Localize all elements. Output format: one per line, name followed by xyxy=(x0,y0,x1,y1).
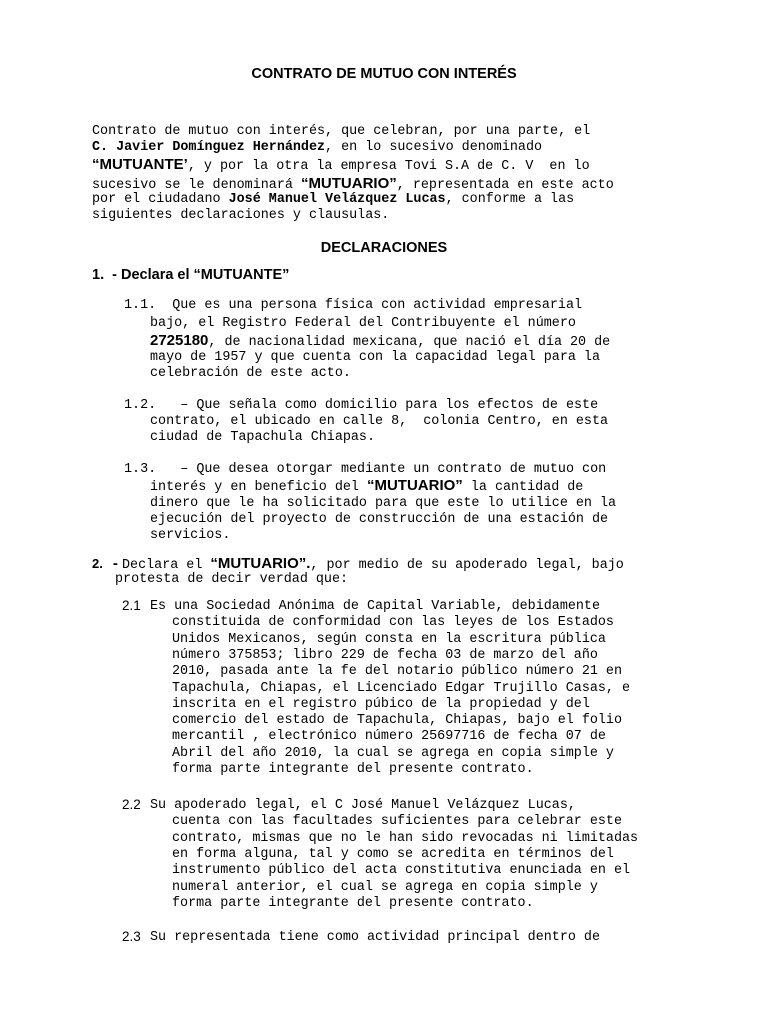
section-2-number: 2. xyxy=(92,556,103,571)
p11-line-2: bajo, el Registro Federal del Contribuyente el número xyxy=(150,316,576,331)
intro-line-3 xyxy=(92,157,590,175)
p21-line-3: Unidos Mexicanos, según consta en la escritura pública xyxy=(172,631,606,647)
p21-line-9: mercantil , electrónico número 25697716 de fecha 07 de xyxy=(172,729,606,745)
p21-line-7: inscrita en el registro púbico de la propiedad y del xyxy=(172,696,590,712)
rfc-number: 2725180 xyxy=(150,332,209,349)
p22-line-2: cuenta con las facultades suficientes para celebrar este xyxy=(172,814,622,830)
section-2-start: Declara el xyxy=(122,558,211,573)
p13-line-5: servicios. xyxy=(150,528,231,543)
declaraciones-heading: DECLARACIONES xyxy=(320,240,448,256)
document-title: CONTRATO DE MUTUO CON INTERÉS xyxy=(251,66,517,82)
mutuario-term: “MUTUARIO” xyxy=(300,175,397,192)
mutuario-term-2: “MUTUARIO” xyxy=(366,477,463,494)
intro-line-4-rest: , representada en este acto xyxy=(396,178,614,193)
section-2-dash: - xyxy=(112,555,123,572)
p11-line-3 xyxy=(150,333,610,351)
p21-line-5: 2010, pasada ante la fe del notario público número 21 en xyxy=(172,664,622,680)
p13-line-2 xyxy=(150,478,583,496)
p21-line-6: Tapachula, Chiapas, el Licenciado Edgar Trujillo Casas, e xyxy=(172,680,631,696)
p21-line-1: Es una Sociedad Anónima de Capital Variable, debidamente xyxy=(150,599,600,614)
mutuante-term: “MUTUANTE’ xyxy=(92,156,188,173)
p11-line-5: celebración de este acto. xyxy=(150,366,351,381)
p11-line-4: mayo de 1957 y que cuenta con la capacidad legal para la xyxy=(150,350,600,365)
intro-line-5-start: por el ciudadano xyxy=(92,192,229,207)
p13-line-1: 1.3. – Que desea otorgar mediante un contrato de mutuo con xyxy=(124,462,607,477)
intro-line-2-rest: , en lo sucesivo denominado xyxy=(325,140,543,155)
p13-line-2-start: interés y en beneficio del xyxy=(150,480,367,495)
section-1-heading: 1. - Declara el “MUTUANTE” xyxy=(92,267,290,283)
p22-line-1: Su apoderado legal, el C José Manuel Velázquez Lucas, xyxy=(150,798,576,813)
p13-line-4: ejecución del proyecto de construcción de una estación de xyxy=(150,512,609,527)
p11-line-3-rest: , de nacionalidad mexicana, que nació el día 20 de xyxy=(208,335,611,350)
section-2-rest: , por medio de su apoderado legal, bajo xyxy=(310,558,624,573)
p22-line-6: numeral anterior, el cual se agrega en copia simple y xyxy=(172,879,598,895)
p12-line-3: ciudad de Tapachula Chiapas. xyxy=(150,430,375,445)
intro-line-3-rest: , y por la otra la empresa Tovi S.A de C. V en lo xyxy=(187,159,590,174)
p13-line-2-rest: la cantidad de xyxy=(462,480,584,495)
intro-line-5-rest: , conforme a las xyxy=(445,192,575,207)
p12-line-2: contrato, el ubicado en calle 8, colonia Centro, en esta xyxy=(150,414,609,429)
p22-line-5: instrumento público del acta constitutiva enunciada en el xyxy=(172,863,631,879)
intro-line-5 xyxy=(92,192,574,208)
p11-line-1: 1.1. Que es una persona física con actividad empresarial xyxy=(124,298,583,313)
intro-line-1: Contrato de mutuo con interés, que celebran, por una parte, el xyxy=(92,124,591,139)
mutuante-name: C. Javier Domínguez Hernández xyxy=(92,140,326,155)
intro-line-2 xyxy=(92,140,542,156)
p21-line-10: Abril del año 2010, la cual se agrega en copia simple y xyxy=(172,745,614,761)
p12-line-1: 1.2. – Que señala como domicilio para los efectos de este xyxy=(124,398,599,413)
mutuario-term-3: “MUTUARIO”. xyxy=(210,555,311,572)
section-2-line-2: protesta de decir verdad que: xyxy=(115,572,349,587)
intro-line-4-start: sucesivo se le denominará xyxy=(92,178,301,193)
p22-line-4: en forma alguna, tal y como se acredita en términos del xyxy=(172,846,614,862)
p23-line-1: Su representada tiene como actividad principal dentro de xyxy=(150,930,600,945)
p22-number: 2.2 xyxy=(122,797,141,812)
p22-line-7: forma parte integrante del presente contrato. xyxy=(172,895,534,911)
p23-number: 2.3 xyxy=(122,929,141,944)
p21-number: 2.1 xyxy=(122,598,141,613)
p21-line-11: forma parte integrante del presente contrato. xyxy=(172,762,534,777)
intro-line-6: siguientes declaraciones y clausulas. xyxy=(92,208,390,223)
p22-line-3: contrato, mismas que no le han sido revocadas ni limitadas xyxy=(172,830,639,846)
p21-line-4: número 375853; libro 229 de fecha 03 de marzo del año xyxy=(172,647,598,663)
p21-line-8: comercio del estado de Tapachula, Chiapas, bajo el folio xyxy=(172,713,622,729)
p13-line-3: dinero que le ha solicitado para que este lo utilice en la xyxy=(150,496,617,511)
representative-name: José Manuel Velázquez Lucas xyxy=(228,192,446,207)
p21-line-2: constituida de conformidad con las leyes de los Estados xyxy=(172,615,614,631)
